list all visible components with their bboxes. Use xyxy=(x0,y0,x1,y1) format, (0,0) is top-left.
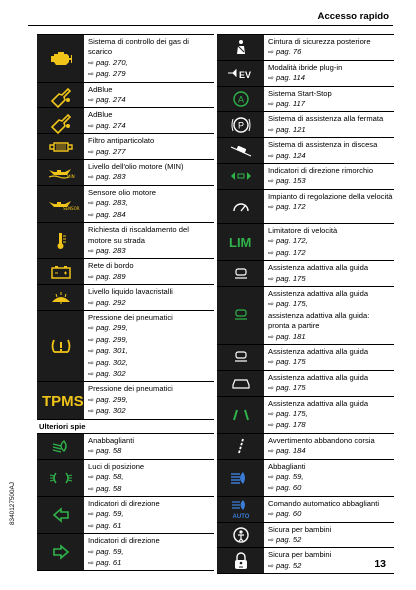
reference-arrow-icon: ⇨ xyxy=(268,301,274,309)
page-reference-link[interactable] xyxy=(88,210,214,221)
indicator-description xyxy=(84,311,214,381)
indicator-label: Sistema di assistenza alla fermata xyxy=(268,114,384,124)
adblue-nozzle-icon xyxy=(37,108,84,133)
reference-arrow-icon: ⇨ xyxy=(268,275,274,283)
indicator-description xyxy=(84,35,214,82)
start-stop-icon xyxy=(217,87,264,112)
page-reference-link[interactable] xyxy=(268,420,394,431)
document-code: 8340127500AJ xyxy=(9,482,16,525)
page-reference-text: pag. 283 xyxy=(93,245,126,255)
indicator-description xyxy=(84,382,214,418)
indicator-row xyxy=(217,86,394,112)
page-reference-link[interactable] xyxy=(88,446,214,457)
page-reference-text: pag. 302 xyxy=(93,406,126,416)
page-reference-link[interactable] xyxy=(88,369,214,380)
indicator-row xyxy=(37,133,214,159)
reference-arrow-icon: ⇨ xyxy=(268,410,274,418)
reference-arrow-icon: ⇨ xyxy=(88,273,94,281)
page-reference-text: pag. 301, xyxy=(93,346,128,356)
indicator-row xyxy=(217,163,394,189)
tpms-icon xyxy=(37,382,84,418)
page-reference-text: pag. 59, xyxy=(273,472,304,481)
reference-arrow-icon: ⇨ xyxy=(268,333,274,341)
reference-arrow-icon: ⇨ xyxy=(88,97,94,105)
indicator-description xyxy=(84,497,214,533)
page-reference-link[interactable] xyxy=(88,547,214,558)
indicator-label: Indicatori di direzione xyxy=(88,499,160,509)
speed-control-icon xyxy=(217,190,264,223)
tire-pressure-icon xyxy=(37,311,84,381)
indicator-label: Sicura per bambini xyxy=(268,550,332,560)
page-reference-link[interactable] xyxy=(268,202,394,213)
reference-arrow-icon: ⇨ xyxy=(88,200,94,208)
page-reference-link[interactable] xyxy=(88,406,214,417)
page-reference-link[interactable] xyxy=(88,472,214,483)
turn-right-icon xyxy=(37,534,84,570)
page-reference-text: pag. 172 xyxy=(273,202,306,212)
indicator-label: Filtro antiparticolato xyxy=(88,136,155,146)
indicator-row xyxy=(37,258,214,284)
reference-arrow-icon: ⇨ xyxy=(268,474,274,481)
page-reference-text: pag. 153 xyxy=(273,176,306,186)
adblue-nozzle-icon xyxy=(37,83,84,108)
adaptive-drive-icon xyxy=(217,345,264,370)
indicator-row xyxy=(217,260,394,286)
indicator-label: Indicatori di direzione xyxy=(88,536,160,546)
reference-arrow-icon: ⇨ xyxy=(268,385,274,393)
indicator-description xyxy=(264,138,394,163)
indicator-row xyxy=(217,223,394,260)
turn-left-icon xyxy=(37,497,84,533)
page-reference-text: pag. 302, xyxy=(93,357,128,367)
indicator-label: Pressione dei pneumatici xyxy=(88,312,173,322)
reference-arrow-icon: ⇨ xyxy=(88,299,94,307)
page-reference-link[interactable] xyxy=(268,99,394,110)
reference-arrow-icon: ⇨ xyxy=(268,485,274,493)
indicator-row xyxy=(37,533,214,571)
reference-arrow-icon: ⇨ xyxy=(268,238,274,246)
reference-arrow-icon: ⇨ xyxy=(268,562,274,570)
indicator-row xyxy=(37,284,214,310)
reference-arrow-icon: ⇨ xyxy=(88,474,94,482)
indicator-label: Modalità ibride plug-in xyxy=(268,62,343,72)
indicator-description xyxy=(84,460,214,496)
page-reference-text: pag. 59, xyxy=(93,546,124,556)
reference-arrow-icon: ⇨ xyxy=(88,560,94,568)
reference-arrow-icon: ⇨ xyxy=(88,325,94,333)
reference-arrow-icon: ⇨ xyxy=(268,537,274,545)
page-reference-link[interactable] xyxy=(88,95,214,106)
page-reference-link[interactable] xyxy=(88,323,214,334)
indicator-description xyxy=(264,434,394,459)
indicator-label: Assistenza adattiva alla guida xyxy=(268,398,369,408)
indicator-label: Anabbaglianti xyxy=(88,436,135,445)
indicator-label: Assistenza adattiva alla guida xyxy=(268,263,369,273)
indicator-description xyxy=(264,397,394,433)
trailer-indicators-icon xyxy=(217,164,264,189)
page-reference-text: pag. 61 xyxy=(93,520,122,530)
indicator-row xyxy=(217,137,394,163)
reference-arrow-icon: ⇨ xyxy=(268,101,274,109)
page-reference-link[interactable] xyxy=(268,383,394,394)
lane-departure-icon xyxy=(217,434,264,459)
hold-label: P xyxy=(237,120,244,131)
page-reference-link[interactable] xyxy=(268,357,394,368)
indicator-description xyxy=(84,285,214,310)
page-reference-link[interactable] xyxy=(268,176,394,187)
indicator-description xyxy=(264,460,394,496)
page-reference-link[interactable] xyxy=(268,236,394,247)
page-reference-text: pag. 76 xyxy=(273,47,302,57)
indicator-label: Sistema Start-Stop xyxy=(268,88,332,98)
position-lights-icon xyxy=(37,460,84,496)
indicator-label: Comando automatico abbaglianti xyxy=(268,498,380,508)
rear-seatbelt-icon xyxy=(217,35,264,60)
tpms-label: TPMS xyxy=(41,393,84,411)
reference-arrow-icon: ⇨ xyxy=(268,448,274,456)
indicator-description xyxy=(264,497,394,522)
reference-arrow-icon: ⇨ xyxy=(268,422,274,430)
indicator-description xyxy=(264,61,394,86)
indicator-row xyxy=(217,34,394,60)
page-reference-link[interactable] xyxy=(88,558,214,569)
indicator-row xyxy=(217,496,394,522)
page-reference-text: pag. 175, xyxy=(273,299,308,309)
indicator-label: Impianto di regolazione della velocità xyxy=(268,191,393,201)
page-reference-link[interactable] xyxy=(88,246,214,257)
indicator-description xyxy=(84,534,214,570)
indicator-row xyxy=(217,433,394,459)
reference-arrow-icon: ⇨ xyxy=(88,247,94,255)
page-header xyxy=(28,8,393,26)
reference-arrow-icon: ⇨ xyxy=(88,174,94,182)
reference-arrow-icon: ⇨ xyxy=(88,71,94,79)
indicator-row xyxy=(217,459,394,496)
indicator-label: Pressione dei pneumatici xyxy=(88,384,173,394)
page-header-title: Accesso rapido xyxy=(317,11,389,22)
page-reference-text: pag. 284 xyxy=(93,209,126,219)
page-reference-text: pag. 58, xyxy=(93,472,124,482)
page-reference-text: pag. 124 xyxy=(273,150,306,160)
page-reference-text: pag. 58 xyxy=(93,483,122,493)
hold-assist-icon xyxy=(217,112,264,137)
indicator-label: Richiesta di riscaldamento del motore su strada xyxy=(88,225,189,245)
page-reference-text: pag. 283 xyxy=(93,172,126,182)
particulate-filter-icon xyxy=(37,134,84,159)
reference-arrow-icon: ⇨ xyxy=(88,396,94,404)
page-reference-link[interactable] xyxy=(268,446,394,457)
hill-descent-icon xyxy=(217,138,264,163)
washer-fluid-icon xyxy=(37,285,84,310)
reference-arrow-icon: ⇨ xyxy=(268,75,274,83)
indicator-row xyxy=(37,496,214,533)
page-reference-link[interactable] xyxy=(88,272,214,283)
page-reference-text: pag. 181 xyxy=(273,331,306,341)
svg-text:MIN: MIN xyxy=(66,174,75,180)
reference-arrow-icon: ⇨ xyxy=(88,211,94,219)
page-reference-link[interactable] xyxy=(268,299,394,310)
indicator-row xyxy=(37,433,214,459)
battery-icon xyxy=(37,259,84,284)
indicator-description xyxy=(264,287,394,344)
page-reference-link[interactable] xyxy=(268,274,394,285)
svg-text:SENSOR: SENSOR xyxy=(62,205,80,211)
reference-arrow-icon: ⇨ xyxy=(268,359,274,367)
page-reference-text: pag. 289 xyxy=(93,271,126,281)
page-reference-text: pag. 299, xyxy=(93,334,128,344)
indicator-label: Sicura per bambini xyxy=(268,524,332,534)
reference-arrow-icon: ⇨ xyxy=(268,204,274,212)
reference-arrow-icon: ⇨ xyxy=(88,408,94,416)
indicator-row xyxy=(37,34,214,82)
indicator-description xyxy=(264,371,394,396)
indicator-description xyxy=(84,434,214,459)
adaptive-drive-car-icon xyxy=(217,371,264,396)
page-reference-text: pag. 274 xyxy=(93,95,126,105)
page-reference-text: pag. 302 xyxy=(93,368,126,378)
page-reference-link[interactable] xyxy=(88,298,214,309)
page-reference-link[interactable] xyxy=(88,521,214,532)
page-reference-link[interactable] xyxy=(268,47,394,58)
indicator-row xyxy=(37,159,214,185)
reference-arrow-icon: ⇨ xyxy=(88,448,94,456)
page-reference-link[interactable] xyxy=(88,172,214,183)
reference-arrow-icon: ⇨ xyxy=(88,148,94,156)
start-stop-label: A xyxy=(237,94,244,105)
indicator-label: Assistenza adattiva alla guida xyxy=(268,372,369,382)
indicator-description xyxy=(84,108,214,133)
indicator-row xyxy=(217,286,394,344)
indicator-description xyxy=(84,160,214,185)
page-reference-link[interactable] xyxy=(268,535,394,546)
indicator-description xyxy=(84,186,214,222)
page-reference-link[interactable] xyxy=(268,561,394,572)
reference-arrow-icon: ⇨ xyxy=(268,49,274,57)
indicator-description xyxy=(264,87,394,112)
indicator-row xyxy=(37,310,214,381)
indicator-description xyxy=(84,83,214,108)
plug-in-hybrid-icon xyxy=(217,61,264,86)
indicator-label: Sistema di assistenza in discesa xyxy=(268,140,378,150)
page-reference-link[interactable] xyxy=(88,335,214,346)
adaptive-drive-ready-icon xyxy=(217,287,264,344)
coolant-heating-icon xyxy=(37,223,84,258)
page-reference-text: pag. 172 xyxy=(273,247,306,257)
indicator-description xyxy=(264,224,394,260)
section-heading: Ulteriori spie xyxy=(37,419,214,433)
page-reference-link[interactable] xyxy=(88,147,214,158)
reference-arrow-icon: ⇨ xyxy=(268,511,274,519)
page-reference-link[interactable] xyxy=(88,358,214,369)
page-reference-link[interactable] xyxy=(88,484,214,495)
indicator-label: Luci di posizione xyxy=(88,461,145,471)
reference-arrow-icon: ⇨ xyxy=(268,152,274,160)
page-reference-text: pag. 292 xyxy=(93,297,126,307)
page-reference-link[interactable] xyxy=(88,69,214,80)
reference-arrow-icon: ⇨ xyxy=(88,122,94,130)
indicator-label: Cintura di sicurezza posteriore xyxy=(268,37,371,46)
indicator-row xyxy=(217,522,394,548)
page-reference-text: pag. 121 xyxy=(273,124,306,134)
indicator-row xyxy=(217,60,394,86)
indicator-description xyxy=(264,164,394,189)
indicator-label: Rete di bordo xyxy=(88,261,134,271)
indicator-description xyxy=(84,259,214,284)
high-beam-auto-icon xyxy=(217,497,264,522)
child-lock-icon xyxy=(217,523,264,548)
ev-label: EV xyxy=(238,70,251,81)
child-lock-closed-icon xyxy=(217,548,264,573)
reference-arrow-icon: ⇨ xyxy=(88,522,94,530)
indicator-row xyxy=(37,381,214,418)
reference-arrow-icon: ⇨ xyxy=(268,178,274,186)
page-reference-text: pag. 277 xyxy=(93,146,126,156)
indicator-row xyxy=(37,107,214,133)
page-reference-text: pag. 52 xyxy=(273,535,302,545)
adaptive-drive-icon xyxy=(217,261,264,286)
indicator-label: Abbaglianti xyxy=(268,461,306,471)
indicator-label: AdBlue xyxy=(88,110,113,120)
reference-arrow-icon: ⇨ xyxy=(88,370,94,378)
page-reference-link[interactable] xyxy=(88,509,214,520)
page-reference-text: pag. 175 xyxy=(273,273,306,283)
page-reference-link[interactable] xyxy=(268,409,394,420)
page-reference-text: pag. 299, xyxy=(93,394,128,404)
page-reference-text: pag. 114 xyxy=(273,73,305,83)
indicator-label: Sistema di controllo dei gas di scarico xyxy=(88,37,189,57)
page-reference-link[interactable] xyxy=(268,151,394,162)
reference-arrow-icon: ⇨ xyxy=(88,336,94,344)
page-reference-text: pag. 59, xyxy=(93,509,124,519)
page-reference-link[interactable] xyxy=(268,509,394,520)
indicator-description xyxy=(264,523,394,548)
lane-assist-icon xyxy=(217,397,264,433)
indicator-row xyxy=(217,547,394,574)
left-column xyxy=(37,34,214,571)
reference-arrow-icon: ⇨ xyxy=(88,59,94,67)
page-reference-text: pag. 270, xyxy=(93,57,128,67)
indicator-label: assistenza adattiva alla guida: xyxy=(268,310,370,320)
indicator-description xyxy=(264,548,394,573)
indicator-description xyxy=(264,112,394,137)
indicator-row xyxy=(217,189,394,223)
page-reference-text: pag. 60 xyxy=(273,483,302,493)
page-reference-link[interactable] xyxy=(268,73,394,84)
indicator-label: Sensore olio motore xyxy=(88,187,156,197)
page-reference-text: pag. 283, xyxy=(93,198,128,208)
page-reference-text: pag. 299, xyxy=(93,323,128,333)
indicator-row xyxy=(37,82,214,108)
indicator-label: pronta a partire xyxy=(268,321,320,331)
indicator-description xyxy=(264,261,394,286)
indicator-row xyxy=(37,459,214,496)
indicator-label: Indicatori di direzione rimorchio xyxy=(268,166,374,176)
page-reference-text: pag. 279 xyxy=(93,69,126,79)
oil-sensor-icon xyxy=(37,186,84,222)
low-beam-icon xyxy=(37,434,84,459)
page-reference-link[interactable] xyxy=(88,58,214,69)
page-reference-link[interactable] xyxy=(88,395,214,406)
page-reference-text: pag. 274 xyxy=(93,120,126,130)
reference-arrow-icon: ⇨ xyxy=(268,249,274,257)
page-reference-text: pag. 60 xyxy=(273,509,302,519)
indicator-label: Avvertimento abbandono corsia xyxy=(268,435,375,445)
indicator-description xyxy=(264,190,394,223)
speed-limiter-icon xyxy=(217,224,264,260)
indicator-row xyxy=(37,185,214,222)
indicator-label: Assistenza adattiva alla guida xyxy=(268,346,369,356)
indicator-row xyxy=(217,111,394,137)
page-reference-link[interactable] xyxy=(268,472,394,483)
reference-arrow-icon: ⇨ xyxy=(268,126,274,134)
page-reference-link[interactable] xyxy=(268,125,394,136)
indicator-description xyxy=(84,223,214,258)
page-reference-text: pag. 178 xyxy=(273,420,306,430)
page-reference-text: pag. 52 xyxy=(273,560,302,570)
indicator-row xyxy=(217,370,394,396)
engine-icon xyxy=(37,35,84,82)
page-reference-text: pag. 61 xyxy=(93,558,122,568)
reference-arrow-icon: ⇨ xyxy=(88,548,94,556)
reference-arrow-icon: ⇨ xyxy=(88,348,94,356)
page-reference-link[interactable] xyxy=(88,121,214,132)
page-reference-text: pag. 175 xyxy=(273,357,306,367)
indicator-label: Livello dell'olio motore (MIN) xyxy=(88,162,184,172)
auto-label: AUTO xyxy=(232,514,249,521)
page-reference-link[interactable] xyxy=(88,346,214,357)
oil-can-min-icon xyxy=(37,160,84,185)
indicator-label: Livello liquido lavacristalli xyxy=(88,287,173,297)
page-reference-text: pag. 58 xyxy=(93,446,122,456)
reference-arrow-icon: ⇨ xyxy=(88,511,94,519)
page-reference-text: pag. 184 xyxy=(273,446,306,456)
page-reference-text: pag. 175, xyxy=(273,408,308,418)
page-reference-link[interactable] xyxy=(268,483,394,494)
indicator-label: Assistenza adattiva alla guida xyxy=(268,288,369,298)
reference-arrow-icon: ⇨ xyxy=(88,485,94,493)
indicator-description xyxy=(84,134,214,159)
indicator-description xyxy=(264,345,394,370)
indicator-label: AdBlue xyxy=(88,84,113,94)
indicator-label: Limitatore di velocità xyxy=(268,225,338,235)
page-reference-text: pag. 172, xyxy=(273,236,308,246)
indicator-description xyxy=(264,35,394,60)
indicator-row xyxy=(37,222,214,258)
indicator-row xyxy=(217,344,394,370)
reference-arrow-icon: ⇨ xyxy=(88,359,94,367)
page-number: 13 xyxy=(374,558,386,570)
page-reference-text: pag. 175 xyxy=(273,383,306,393)
indicator-row xyxy=(217,396,394,433)
high-beam-icon xyxy=(217,460,264,496)
page-reference-text: pag. 117 xyxy=(273,99,305,109)
page-reference-link[interactable] xyxy=(268,248,394,259)
lim-label: LIM xyxy=(228,234,251,250)
right-column xyxy=(217,34,394,574)
page-reference-link[interactable] xyxy=(268,332,394,343)
page-reference-link[interactable] xyxy=(88,198,214,209)
